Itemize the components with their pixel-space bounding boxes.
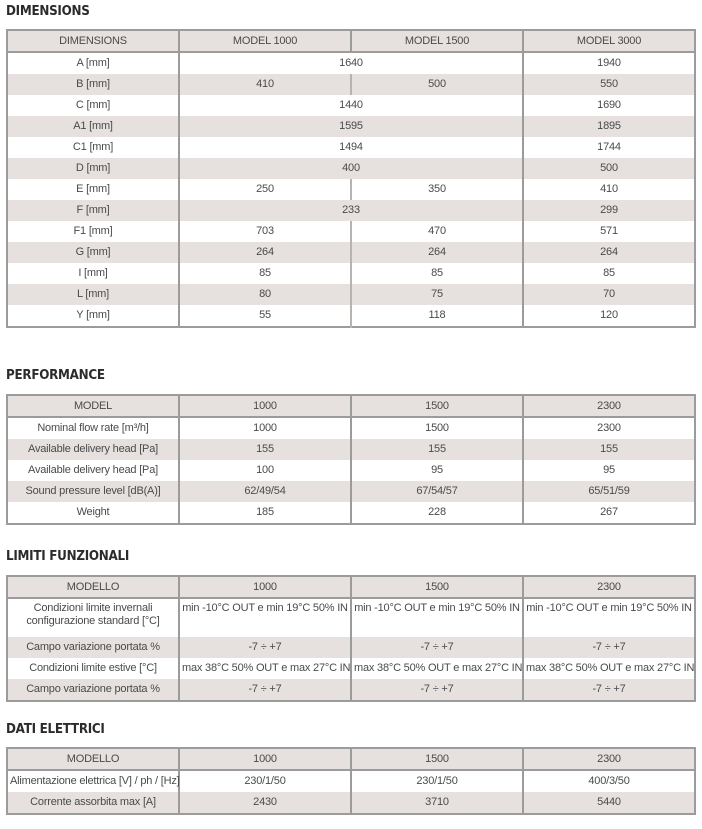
table-row (7, 179, 695, 200)
row-label: L [mm] (7, 284, 179, 305)
dati-elettrici-table (6, 747, 696, 815)
table-row (7, 200, 695, 221)
table-row (7, 116, 695, 137)
table-row (7, 770, 695, 792)
performance-title: PERFORMANCE (6, 368, 105, 383)
value-cell: 1895 (523, 116, 695, 137)
value-cell: -7 ÷ +7 (179, 637, 351, 658)
row-label: Campo variazione portata % (7, 637, 179, 658)
value-cell: 118 (351, 305, 523, 327)
table-row (7, 158, 695, 179)
value-cell: 500 (351, 74, 523, 95)
table-header-row (7, 576, 695, 598)
row-label: A1 [mm] (7, 116, 179, 137)
value-cell: 400/3/50 (523, 770, 695, 792)
value-cell: 85 (351, 263, 523, 284)
value-cell: 264 (179, 242, 351, 263)
value-cell: 85 (179, 263, 351, 284)
header-cell: MODELLO (7, 576, 179, 598)
value-cell: 230/1/50 (351, 770, 523, 792)
merged-value-cell: 400 (179, 158, 523, 179)
value-cell: 67/54/57 (351, 481, 523, 502)
header-cell: MODEL 1500 (351, 30, 523, 52)
value-cell: 250 (179, 179, 351, 200)
value-cell: 1000 (179, 417, 351, 439)
value-cell: 410 (179, 74, 351, 95)
value-cell: min -10°C OUT e min 19°C 50% IN (179, 598, 351, 637)
value-cell: 1744 (523, 137, 695, 158)
header-cell: 2300 (523, 748, 695, 770)
header-cell: MODEL (7, 395, 179, 417)
value-cell: min -10°C OUT e min 19°C 50% IN (523, 598, 695, 637)
row-label: G [mm] (7, 242, 179, 263)
value-cell: 350 (351, 179, 523, 200)
row-label: C [mm] (7, 95, 179, 116)
value-cell: -7 ÷ +7 (523, 679, 695, 701)
table-row (7, 137, 695, 158)
value-cell: 70 (523, 284, 695, 305)
value-cell: -7 ÷ +7 (523, 637, 695, 658)
value-cell: 571 (523, 221, 695, 242)
table-row (7, 792, 695, 814)
value-cell: 230/1/50 (179, 770, 351, 792)
merged-value-cell: 1595 (179, 116, 523, 137)
header-cell: 1500 (351, 576, 523, 598)
value-cell: max 38°C 50% OUT e max 27°C IN (179, 658, 351, 679)
value-cell: 1500 (351, 417, 523, 439)
row-label: D [mm] (7, 158, 179, 179)
row-label: I [mm] (7, 263, 179, 284)
value-cell: 267 (523, 502, 695, 524)
value-cell: 62/49/54 (179, 481, 351, 502)
table-row (7, 679, 695, 701)
merged-value-cell: 1494 (179, 137, 523, 158)
header-cell: DIMENSIONS (7, 30, 179, 52)
table-row (7, 502, 695, 524)
value-cell: 95 (351, 460, 523, 481)
merged-value-cell: 233 (179, 200, 523, 221)
row-label: Condizioni limite estive [°C] (7, 658, 179, 679)
value-cell: 95 (523, 460, 695, 481)
table-row (7, 305, 695, 327)
dati-elettrici-title: DATI ELETTRICI (6, 722, 105, 737)
header-cell: 1000 (179, 748, 351, 770)
row-label: Weight (7, 502, 179, 524)
value-cell: 1690 (523, 95, 695, 116)
row-label: A [mm] (7, 52, 179, 74)
value-cell: 228 (351, 502, 523, 524)
table-row (7, 598, 695, 637)
row-label: Available delivery head [Pa] (7, 439, 179, 460)
row-label: Condizioni limite invernali configurazione standard [°C] (7, 598, 179, 637)
table-row (7, 658, 695, 679)
dimensions-table (6, 29, 696, 328)
value-cell: -7 ÷ +7 (351, 679, 523, 701)
value-cell: 470 (351, 221, 523, 242)
value-cell: 155 (523, 439, 695, 460)
value-cell: 85 (523, 263, 695, 284)
value-cell: 500 (523, 158, 695, 179)
header-cell: 1500 (351, 395, 523, 417)
value-cell: 3710 (351, 792, 523, 814)
value-cell: 410 (523, 179, 695, 200)
value-cell: 1940 (523, 52, 695, 74)
limiti-funzionali-table (6, 575, 696, 702)
value-cell: 155 (179, 439, 351, 460)
header-cell: MODEL 1000 (179, 30, 351, 52)
header-cell: 2300 (523, 395, 695, 417)
header-cell: 1500 (351, 748, 523, 770)
header-cell: 1000 (179, 395, 351, 417)
value-cell: 299 (523, 200, 695, 221)
table-row (7, 263, 695, 284)
header-cell: 1000 (179, 576, 351, 598)
value-cell: -7 ÷ +7 (351, 637, 523, 658)
row-label: B [mm] (7, 74, 179, 95)
table-row (7, 52, 695, 74)
row-label: Y [mm] (7, 305, 179, 327)
value-cell: max 38°C 50% OUT e max 27°C IN (351, 658, 523, 679)
row-label: Corrente assorbita max [A] (7, 792, 179, 814)
value-cell: 75 (351, 284, 523, 305)
value-cell: 5440 (523, 792, 695, 814)
value-cell: 2300 (523, 417, 695, 439)
table-row (7, 481, 695, 502)
value-cell: 2430 (179, 792, 351, 814)
table-header-row (7, 30, 695, 52)
value-cell: 80 (179, 284, 351, 305)
row-label: C1 [mm] (7, 137, 179, 158)
row-label: Alimentazione elettrica [V] / ph / [Hz] (7, 770, 179, 792)
table-row (7, 242, 695, 263)
table-row (7, 74, 695, 95)
row-label: Available delivery head [Pa] (7, 460, 179, 481)
row-label: F1 [mm] (7, 221, 179, 242)
table-row (7, 221, 695, 242)
value-cell: min -10°C OUT e min 19°C 50% IN (351, 598, 523, 637)
value-cell: max 38°C 50% OUT e max 27°C IN (523, 658, 695, 679)
table-row (7, 460, 695, 481)
merged-value-cell: 1440 (179, 95, 523, 116)
value-cell: 264 (351, 242, 523, 263)
table-header-row (7, 395, 695, 417)
limiti-funzionali-title: LIMITI FUNZIONALI (6, 549, 130, 564)
table-row (7, 284, 695, 305)
value-cell: 120 (523, 305, 695, 327)
row-label: Sound pressure level [dB(A)] (7, 481, 179, 502)
value-cell: 185 (179, 502, 351, 524)
value-cell: 703 (179, 221, 351, 242)
performance-table (6, 394, 696, 525)
row-label: Campo variazione portata % (7, 679, 179, 701)
table-row (7, 439, 695, 460)
table-row (7, 417, 695, 439)
value-cell: 55 (179, 305, 351, 327)
header-cell: MODELLO (7, 748, 179, 770)
value-cell: 65/51/59 (523, 481, 695, 502)
value-cell: -7 ÷ +7 (179, 679, 351, 701)
merged-value-cell: 1640 (179, 52, 523, 74)
table-row (7, 95, 695, 116)
row-label: E [mm] (7, 179, 179, 200)
value-cell: 100 (179, 460, 351, 481)
dimensions-title: DIMENSIONS (6, 4, 90, 19)
table-row (7, 637, 695, 658)
table-header-row (7, 748, 695, 770)
header-cell: 2300 (523, 576, 695, 598)
row-label: F [mm] (7, 200, 179, 221)
value-cell: 264 (523, 242, 695, 263)
header-cell: MODEL 3000 (523, 30, 695, 52)
row-label: Nominal flow rate [m³/h] (7, 417, 179, 439)
value-cell: 550 (523, 74, 695, 95)
value-cell: 155 (351, 439, 523, 460)
